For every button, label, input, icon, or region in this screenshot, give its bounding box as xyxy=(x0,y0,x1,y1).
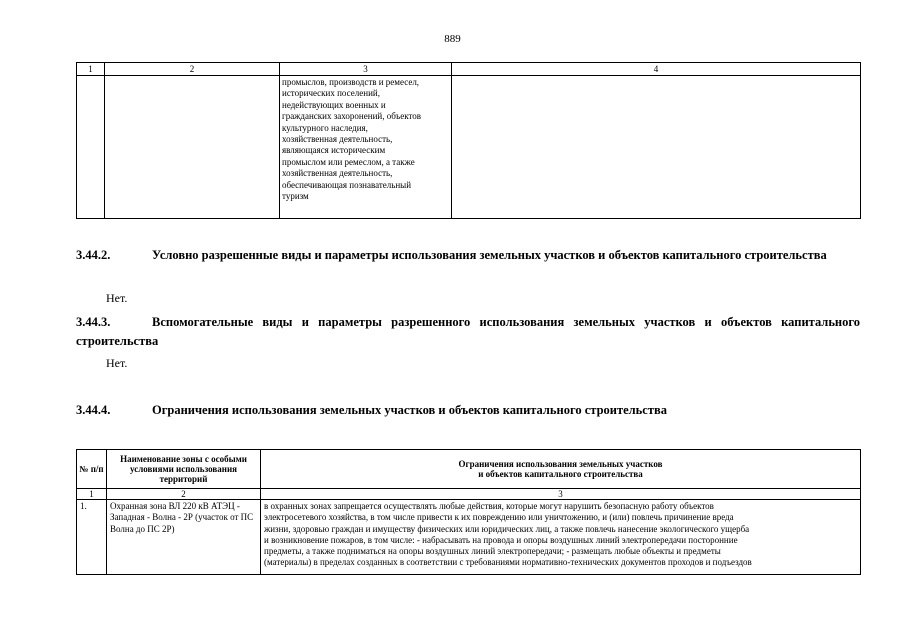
cell-text-line: культурного наследия, xyxy=(282,122,368,133)
column-number: 2 xyxy=(105,63,280,76)
header-restrictions xyxy=(261,450,861,489)
cell-text-line: обеспечивающая познавательный xyxy=(282,179,412,190)
column-number: 2 xyxy=(107,489,261,500)
zone-name-cell: Охранная зона ВЛ 220 кВ АТЭЦ - Западная - Волна - 2Р (участок от ПС Волна до ПС 2Р) xyxy=(107,500,261,575)
section-body: Нет. xyxy=(106,291,128,305)
table-header-row xyxy=(77,63,861,76)
header-number: № п/п xyxy=(77,450,107,489)
page-number: 889 xyxy=(444,33,461,45)
cell-text-line: и возникновение пожаров, в том числе: - набрасывать на провода и опоры воздушных линий электропередачи посторонние xyxy=(264,534,738,545)
cell-text-line: жизни, здоровью граждан и имуществу физических или юридических лиц, а также повлечь нанесение экологического ущерба xyxy=(264,523,750,534)
header-line: Ограничения использования земельных участков xyxy=(458,459,663,469)
cell-text-line: предметы, а также подниматься на опоры воздушных линий электропередачи; - размещать любые объекты и предметы xyxy=(264,546,721,557)
cell-text-line: электросетевого хозяйства, в том числе привести к их повреждению или уничтожению, и (или) повлечь причинение вреда xyxy=(264,512,734,523)
empty-cell xyxy=(77,76,105,219)
cell-text-line: промыслом или ремеслом, а также xyxy=(282,156,415,167)
section-number: 3.44.3. xyxy=(76,315,111,329)
header-zone-name: Наименование зоны с особыми условиями использования территорий xyxy=(107,450,261,489)
table-header-row xyxy=(77,450,861,489)
section-title: Вспомогательные виды и параметры разрешенного использования земельных участков и объектов капитального строительства xyxy=(76,315,860,348)
section-title: Условно разрешенные виды и параметры использования земельных участков и объектов капитального строительства xyxy=(152,248,827,262)
column-number: 4 xyxy=(452,63,861,76)
section-body: Нет. xyxy=(106,356,128,370)
cell-text-line: в охранных зонах запрещается осуществлять любые действия, которые могут нарушить безопасную работу объектов xyxy=(264,501,714,511)
section-number: 3.44.2. xyxy=(76,248,111,262)
cell-text-line: исторических поселений, xyxy=(282,88,380,99)
column-number: 1 xyxy=(77,489,107,500)
section-title: Ограничения использования земельных участков и объектов капитального строительства xyxy=(152,403,667,417)
cell-text-line: промыслов, производств и ремесел, xyxy=(282,77,420,87)
cell-text-line: хозяйственная деятельность, xyxy=(282,134,393,145)
section-heading xyxy=(76,246,860,265)
cell-text-line: гражданских захоронений, объектов xyxy=(282,111,422,122)
usage-description-cell xyxy=(280,76,452,219)
restrictions-cell xyxy=(261,500,861,575)
column-index-row xyxy=(77,489,861,500)
column-number: 1 xyxy=(77,63,105,76)
empty-cell xyxy=(452,76,861,219)
empty-cell xyxy=(105,76,280,219)
cell-text-line: являющаяся историческим xyxy=(282,145,386,156)
cell-text-line: хозяйственная деятельность, xyxy=(282,168,393,179)
cell-text-line: туризм xyxy=(282,191,309,202)
row-number: 1. xyxy=(77,500,107,575)
table-row xyxy=(77,76,861,219)
continued-table xyxy=(76,62,861,219)
column-number: 3 xyxy=(261,489,861,500)
column-number: 3 xyxy=(280,63,452,76)
header-line: и объектов капитального строительства xyxy=(478,469,643,479)
section-number: 3.44.4. xyxy=(76,403,111,417)
section-heading xyxy=(76,313,860,351)
section-heading xyxy=(76,401,860,420)
restrictions-table xyxy=(76,449,861,575)
cell-text-line: (материалы) в пределах созданных в соответствии с требованиями нормативно-технических документов проходов и подъездов xyxy=(264,557,752,568)
table-row xyxy=(77,500,861,575)
cell-text-line: недействующих военных и xyxy=(282,99,386,110)
